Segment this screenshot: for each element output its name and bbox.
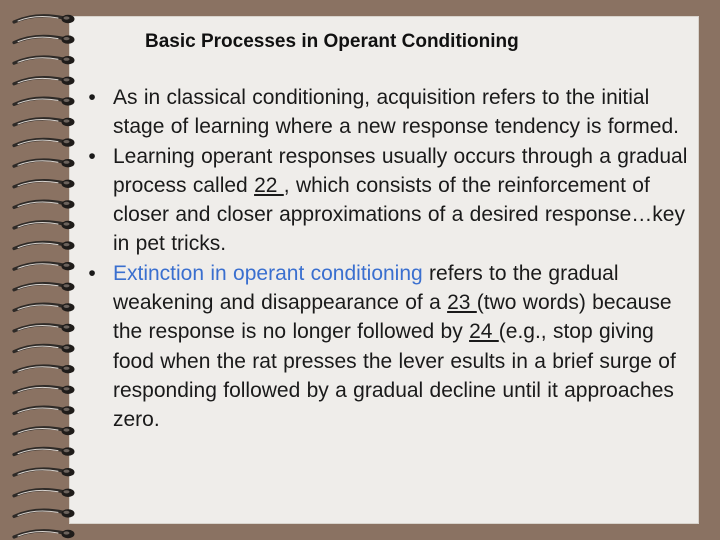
binding-ring: [14, 283, 75, 291]
bullet-text: refers to the gradual weakening and disappearance of a: [113, 261, 619, 315]
binding-ring: [14, 138, 75, 146]
bullet-text: (e.g., stop giving food when the rat presses the lever esults in a brief surge of responding followed by a gradual decline until it approaches zero.: [113, 320, 676, 432]
bullet-text: Learning operant responses usually occurs through a gradual process called: [113, 144, 688, 197]
slide-title: Basic Processes in Operant Conditioning: [145, 31, 519, 52]
bullet-marker: •: [88, 144, 96, 168]
binding-ring: [14, 159, 75, 167]
binding-ring: [14, 386, 75, 394]
binding-ring: [14, 365, 75, 373]
binding-ring: [14, 489, 75, 497]
binding-ring: [14, 468, 75, 476]
blank-23: 23: [447, 291, 477, 315]
bullet-extinction: [82, 259, 692, 435]
bullet-shaping: [82, 142, 692, 259]
binding-ring: [14, 118, 75, 126]
binding-ring: [14, 344, 75, 352]
spiral-binding-icon: [0, 0, 82, 540]
binding-ring: [14, 200, 75, 208]
bullet-marker: •: [88, 261, 96, 285]
bullet-acquisition: [82, 83, 692, 142]
binding-ring: [14, 241, 75, 249]
bullet-text: (two words) because the response is no longer followed by: [113, 291, 672, 344]
binding-ring: [14, 56, 75, 64]
bullet-text: , which consists of the reinforcement of closer and closer approximations of a desired response…key in pet tricks.: [113, 173, 685, 256]
binding-ring: [14, 447, 75, 455]
binding-ring: [14, 77, 75, 85]
binding-ring: [14, 427, 75, 435]
binding-ring: [14, 221, 75, 229]
blank-22: 22: [254, 173, 284, 197]
blank-24: 24: [469, 320, 499, 344]
binding-ring: [14, 406, 75, 414]
bullet-text: As in classical conditioning, acquisition refers to the initial stage of learning where a new response tendency is formed.: [113, 86, 679, 139]
binding-ring: [14, 15, 75, 23]
binding-ring: [14, 509, 75, 517]
highlight-term: Extinction in operant conditioning: [113, 261, 423, 285]
binding-ring: [14, 324, 75, 332]
binding-ring: [14, 530, 75, 538]
binding-ring: [14, 262, 75, 270]
bullet-marker: •: [88, 86, 96, 109]
bullet-list: [82, 83, 692, 435]
binding-ring: [14, 97, 75, 105]
binding-ring: [14, 180, 75, 188]
binding-ring: [14, 303, 75, 311]
binding-ring: [14, 35, 75, 43]
